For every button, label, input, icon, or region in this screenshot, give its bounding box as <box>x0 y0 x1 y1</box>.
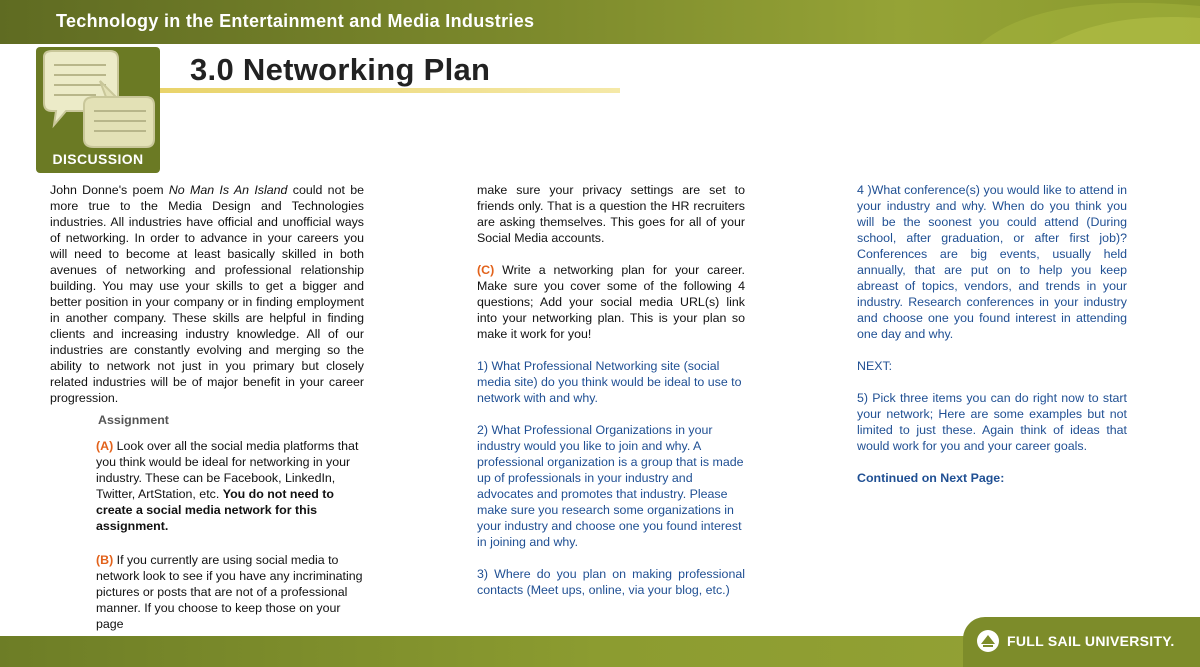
intro-text-rest: could not be more true to the Media Design and Technologies industries. All industries have official and unofficial ways of networking. In order to advance in your careers you will need to become at least basically skilled in both avenues of networking and professional relationship building. You may use your skills to get a bigger and better position in your company or in finding employment in another company. These skills are helpful in finding clients and increasing industry knowledge. All of our industries are constantly evolving and merging so the ability to network not just in you primary but closely related industries will be of major benefit in your career progression. <box>50 183 364 405</box>
column-middle <box>477 182 745 598</box>
item-a-text: Look over all the social media platforms that you think would be ideal for networking in your industry. These can be Facebook, LinkedIn, Twitter, ArtStation, etc. <box>96 439 359 501</box>
column-right <box>857 182 1127 486</box>
assignment-heading: Assignment <box>98 413 169 427</box>
speech-bubbles-icon <box>36 47 160 157</box>
intro-text: John Donne's poem <box>50 183 169 197</box>
question-2: 2) What Professional Organizations in your industry would you like to join and why. A professional organization is a group that is made up of professionals in your industry and advocates and promotes that industry. Please make sure you research some organizations in your industry and choose one you found interest in joining and why. <box>477 423 744 549</box>
header-bar <box>0 0 1200 44</box>
poem-title: No Man Is An Island <box>168 183 288 197</box>
item-letter-c: (C) <box>477 263 495 277</box>
item-letter-b: (B) <box>96 553 114 567</box>
privacy-continuation: make sure your privacy settings are set to friends only. That is a question the HR recruiters are asking themselves. This goes for all of your Social Media accounts. <box>477 183 745 245</box>
intro-paragraph <box>50 182 364 406</box>
column-intro <box>50 182 364 632</box>
item-a-emphasis: You do not need to create a social media network for this assignment. <box>96 487 334 533</box>
title-underline <box>160 88 620 93</box>
continued-note: Continued on Next Page: <box>857 471 1005 485</box>
question-4: 4 )What conference(s) you would like to attend in your industry and why. When do you think you will be the soonest you could attend (During school, after graduation, or after first job)? Conferences are big events, usually held annually, that are put on to help you keep abreast of topics, vendors, and trends in your industry. Research conferences in your industry and choose one you found interest in attending one day and why. <box>857 183 1127 341</box>
full-sail-badge <box>963 617 1200 667</box>
question-3: 3) Where do you plan on making professional contacts (Meet ups, online, via your blog, etc.) <box>477 567 745 597</box>
discussion-badge <box>36 47 160 173</box>
header-title: Technology in the Entertainment and Media Industries <box>56 11 535 31</box>
item-b-text: If you currently are using social media to network look to see if you have any incriminating pictures or posts that are not of a professional manner. If you choose to keep those on your page <box>96 553 363 631</box>
discussion-label: DISCUSSION <box>52 151 144 167</box>
page-title: 3.0 Networking Plan <box>190 52 491 87</box>
question-1: 1) What Professional Networking site (social media site) do you think would be ideal to use to network with and why. <box>477 359 742 405</box>
item-c-text: Write a networking plan for your career. Make sure you cover some of the following 4 questions; Add your social media URL(s) link into your networking plan. This is your plan so make it work for you! <box>477 263 745 341</box>
university-name: FULL SAIL UNIVERSITY. <box>1007 633 1175 649</box>
assignment-item-c <box>477 262 745 342</box>
assignment-item-a <box>96 438 364 534</box>
full-sail-logo-icon <box>977 630 999 652</box>
assignment-item-b <box>96 552 364 632</box>
item-letter-a: (A) <box>96 439 114 453</box>
next-label: NEXT: <box>857 359 893 373</box>
question-5: 5) Pick three items you can do right now to start your network; Here are some examples but not limited to just these. Again think of ideas that would work for you and your career goals. <box>857 391 1127 453</box>
decorative-swirl <box>940 0 1200 44</box>
